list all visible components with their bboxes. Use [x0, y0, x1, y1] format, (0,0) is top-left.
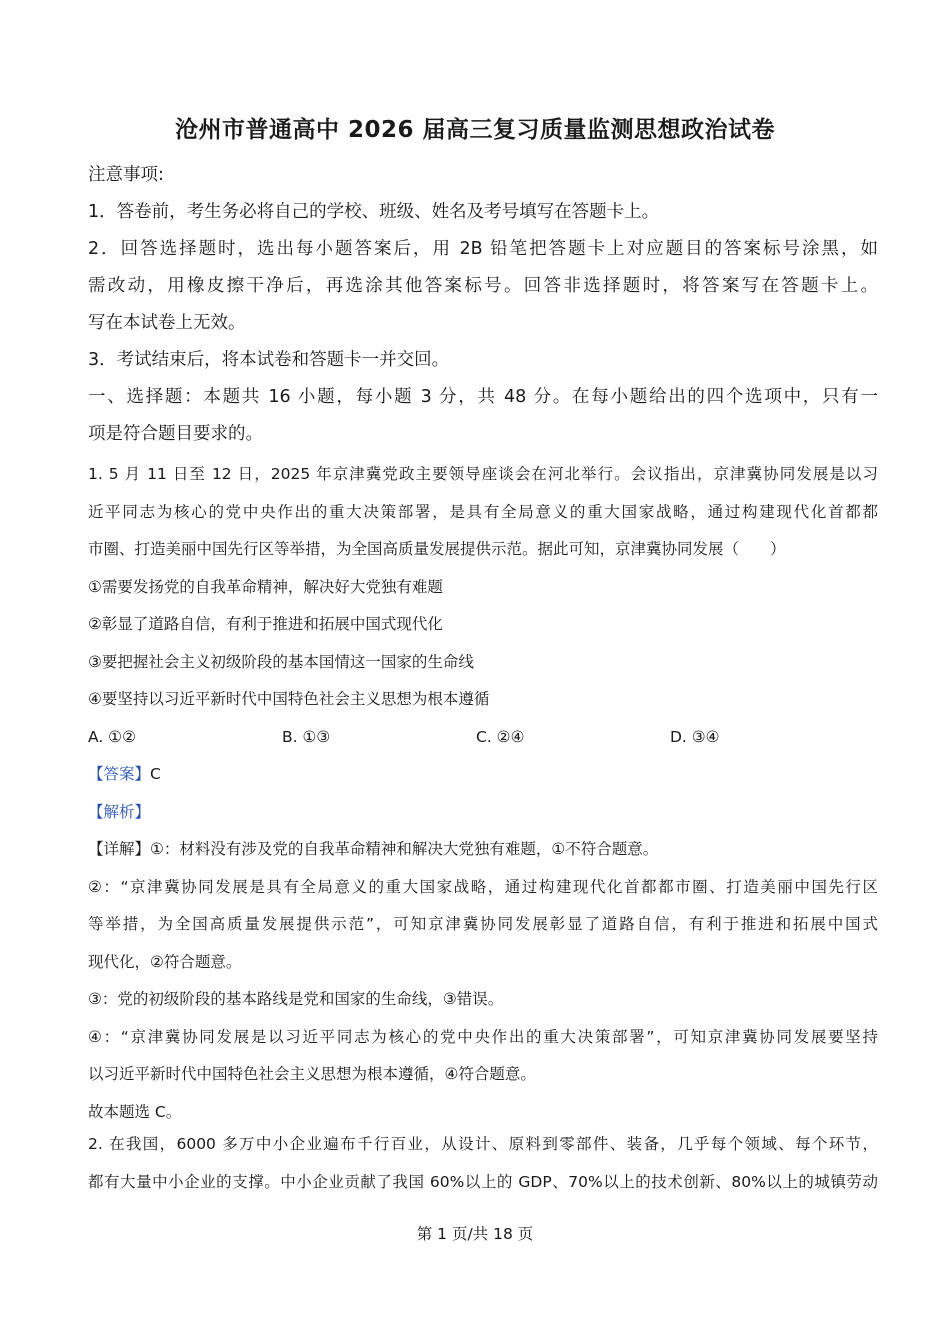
notice-item: 写在本试卷上无效。 — [88, 313, 246, 333]
question-stem-line: 市圈、打造美丽中国先行区等举措，为全国高质量发展提供示范。据此可知，京津冀协同发展（ ） — [88, 540, 786, 558]
detail-line — [88, 831, 878, 869]
option-c: C. ②④ — [476, 727, 525, 746]
statement: ②彰显了道路自信，有利于推进和拓展中国式现代化 — [88, 615, 443, 633]
question-2 — [88, 1126, 878, 1201]
detail-line: ④：“京津冀协同发展是以习近平同志为核心的党中央作出的重大决策部署”，可知京津冀协同发展要坚持 — [88, 1027, 878, 1046]
answer-label: 【答案】 — [88, 765, 151, 783]
notice-heading: 注意事项: — [88, 165, 164, 185]
detail-line: ②：“京津冀协同发展是具有全局意义的重大国家战略，通过构建现代化首都都市圈、打造美丽中国先行区 — [88, 877, 878, 896]
detail-label: 【详解】 — [88, 840, 151, 858]
detail-line: 现代化，②符合题意。 — [88, 952, 242, 971]
notice-item: 1．答卷前，考生务必将自己的学校、班级、姓名及考号填写在答题卡上。 — [88, 202, 660, 222]
option-b: B. ①③ — [282, 727, 331, 746]
detail-text: ①：材料没有涉及党的自我革命精神和解决大党独有难题，①不符合题意。 — [150, 840, 659, 858]
option-a: A. ①② — [88, 727, 136, 746]
notice-item: 2．回答选择题时，选出每小题答案后，用 2B 铅笔把答题卡上对应题目的答案标号涂黑，如 — [88, 239, 878, 259]
detail-line: ③：党的初级阶段的基本路线是党和国家的生命线，③错误。 — [88, 990, 504, 1008]
question-stem-line: 近平同志为核心的党中央作出的重大决策部署，是具有全局意义的重大国家战略，通过构建现代化首都都 — [88, 502, 878, 521]
section-heading: 项是符合题目要求的。 — [88, 424, 263, 444]
notice-item: 需改动，用橡皮擦干净后，再选涂其他答案标号。回答非选择题时，将答案写在答题卡上。 — [88, 276, 878, 296]
detail-line: 等举措，为全国高质量发展提供示范”，可知京津冀协同发展彰显了道路自信，有利于推进和拓展中国式 — [88, 915, 878, 933]
detail-line: 故本题选 C。 — [88, 1102, 182, 1121]
statement: ①需要发扬党的自我革命精神，解决好大党独有难题 — [88, 577, 443, 596]
statement: ③要把握社会主义初级阶段的基本国情这一国家的生命线 — [88, 652, 474, 671]
page-title: 沧州市普通高中 2026 届高三复习质量监测思想政治试卷 — [174, 117, 776, 143]
section-heading: 一、选择题：本题共 16 小题，每小题 3 分，共 48 分。在每小题给出的四个选项中，只有一 — [88, 387, 878, 407]
detail-line: 以习近平新时代中国特色社会主义思想为根本遵循，④符合题意。 — [88, 1065, 536, 1083]
options-row — [88, 719, 878, 757]
answer-line — [88, 756, 878, 794]
question-1 — [88, 456, 878, 1131]
notice-section — [88, 157, 878, 453]
question-stem-line: 2. 在我国，6000 多万中小企业遍布千行百业，从设计、原料到零部件、装备，几乎每个领域、每个环节， — [88, 1135, 878, 1153]
question-stem-line: 1. 5 月 11 日至 12 日，2025 年京津冀党政主要领导座谈会在河北举行。会议指出，京津冀协同发展是以习 — [88, 465, 878, 483]
statement: ④要坚持以习近平新时代中国特色社会主义思想为根本遵循 — [88, 690, 490, 708]
question-stem-line: 都有大量中小企业的支撑。中小企业贡献了我国 60%以上的 GDP、70%以上的技术创新、80%以上的城镇劳动 — [88, 1172, 878, 1191]
answer-value: C — [150, 765, 161, 783]
analysis-label: 【解析】 — [88, 802, 151, 821]
page-footer: 第 1 页/共 18 页 — [416, 1225, 534, 1243]
option-d: D. ③④ — [670, 727, 720, 746]
notice-item: 3．考试结束后，将本试卷和答题卡一并交回。 — [88, 350, 450, 370]
